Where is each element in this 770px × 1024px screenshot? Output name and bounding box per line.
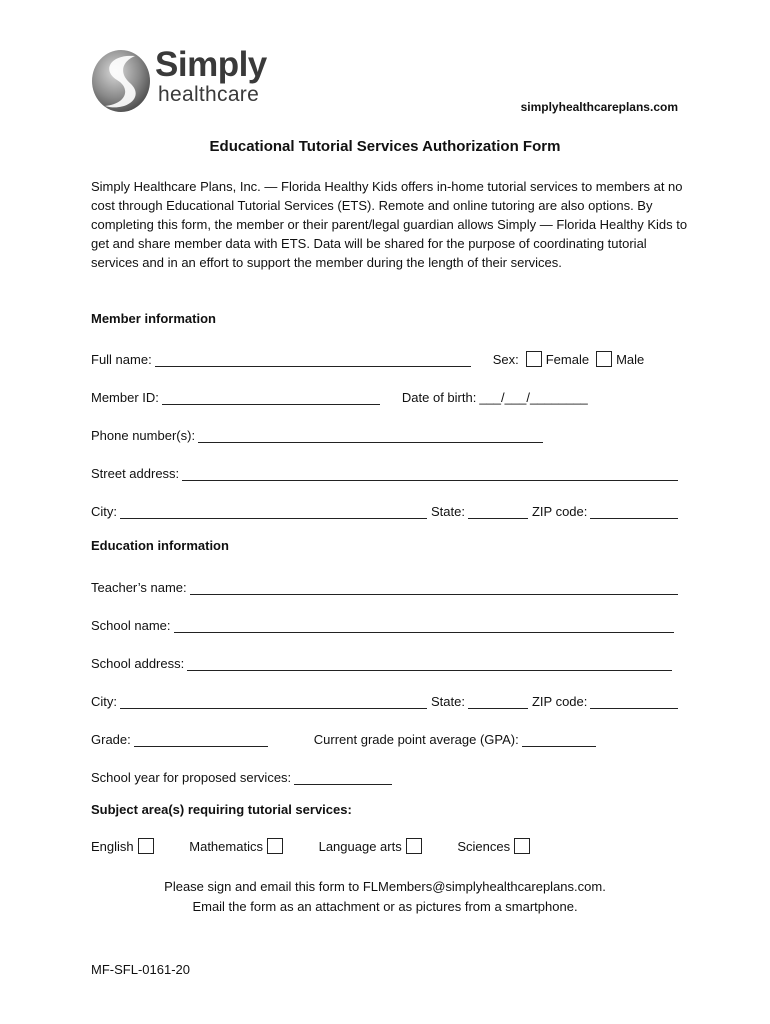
footer-line-2: Email the form as an attachment or as pictures from a smartphone. [192, 899, 578, 914]
footer-instructions [0, 877, 770, 917]
subject-sciences [457, 838, 534, 854]
gpa-label: Current grade point average (GPA): [313, 732, 519, 747]
member-id-row [91, 385, 678, 405]
footer-line-1: Please sign and email this form to FLMembers@simplyhealthcareplans.com. [164, 879, 606, 894]
member-id-field[interactable] [162, 389, 380, 405]
grade-label: Grade: [91, 732, 131, 747]
subject-mathematics [189, 838, 287, 854]
teacher-label: Teacher’s name: [91, 580, 187, 595]
gpa-field[interactable] [522, 731, 596, 747]
female-checkbox[interactable] [526, 351, 542, 367]
subjects-heading: Subject area(s) requiring tutorial services: [91, 802, 352, 817]
simply-healthcare-logo [91, 44, 291, 114]
member-city-row [91, 499, 678, 519]
state-label: State: [431, 504, 465, 519]
phone-label: Phone number(s): [91, 428, 196, 443]
mathematics-checkbox[interactable] [267, 838, 283, 854]
phone-row [91, 423, 678, 443]
logo-text-healthcare: healthcare [158, 83, 260, 106]
male-label: Male [616, 352, 645, 367]
teacher-field[interactable] [190, 579, 678, 595]
member-info-heading: Member information [91, 311, 216, 326]
teacher-row [91, 575, 678, 595]
subject-english-label: English [91, 839, 134, 854]
school-name-field[interactable] [174, 617, 675, 633]
form-code: MF-SFL-0161-20 [91, 962, 190, 977]
zip-field[interactable] [590, 503, 678, 519]
website-url[interactable]: simplyhealthcareplans.com [520, 100, 678, 114]
school-zip-label: ZIP code: [531, 694, 588, 709]
school-name-row [91, 613, 678, 633]
form-title: Educational Tutorial Services Authorization Form [209, 138, 561, 155]
school-state-field[interactable] [468, 693, 528, 709]
sex-label: Sex: [492, 352, 519, 367]
school-year-label: School year for proposed services: [91, 770, 292, 785]
subject-mathematics-label: Mathematics [189, 839, 263, 854]
school-city-field[interactable] [120, 693, 427, 709]
subject-english [91, 838, 158, 854]
school-name-label: School name: [91, 618, 171, 633]
street-row [91, 461, 678, 481]
full-name-row [91, 347, 678, 367]
sciences-checkbox[interactable] [514, 838, 530, 854]
subject-sciences-label: Sciences [457, 839, 511, 854]
zip-label: ZIP code: [531, 504, 588, 519]
street-label: Street address: [91, 466, 180, 481]
male-checkbox[interactable] [596, 351, 612, 367]
school-year-row [91, 765, 678, 785]
language-arts-checkbox[interactable] [406, 838, 422, 854]
school-address-row [91, 651, 678, 671]
subject-language-arts-label: Language arts [318, 839, 402, 854]
dob-field[interactable]: ___/___/________ [479, 390, 588, 405]
phone-field[interactable] [198, 427, 543, 443]
school-address-field[interactable] [187, 655, 672, 671]
school-address-label: School address: [91, 656, 185, 671]
member-id-label: Member ID: [91, 390, 159, 405]
full-name-label: Full name: [91, 352, 152, 367]
state-field[interactable] [468, 503, 528, 519]
intro-paragraph: Simply Healthcare Plans, Inc. — Florida Healthy Kids offers in-home tutorial services to members at no cost through Educational Tutorial Services (ETS). Remote and online tutoring are also options. By completing this form, the member or their parent/legal guardian allows Simply — Florida Healthy Kids to get and share member data with ETS. Data will be shared for the purpose of coordinating tutorial services and in an effort to support the member during the length of their services. [91, 179, 688, 270]
school-year-field[interactable] [294, 769, 392, 785]
grade-row [91, 727, 678, 747]
school-city-row [91, 689, 678, 709]
city-field[interactable] [120, 503, 427, 519]
logo-text-simply: Simply [155, 45, 267, 84]
subject-language-arts [319, 838, 426, 854]
school-zip-field[interactable] [590, 693, 678, 709]
grade-field[interactable] [134, 731, 268, 747]
logo-swirl-icon [91, 48, 153, 114]
female-label: Female [545, 352, 590, 367]
city-label: City: [91, 504, 117, 519]
school-city-label: City: [91, 694, 117, 709]
school-state-label: State: [431, 694, 465, 709]
full-name-field[interactable] [155, 351, 471, 367]
dob-label: Date of birth: [401, 390, 477, 405]
education-info-heading: Education information [91, 538, 229, 553]
street-field[interactable] [182, 465, 678, 481]
english-checkbox[interactable] [138, 838, 154, 854]
subject-checklist [91, 838, 562, 854]
